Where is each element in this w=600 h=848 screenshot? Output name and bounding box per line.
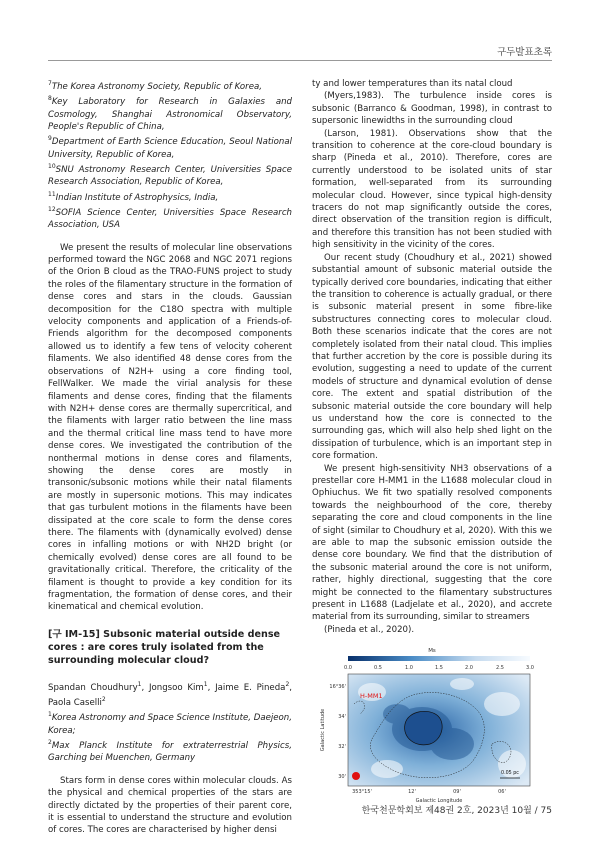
affiliation-text: Department of Earth Science Education, Seoul National University, Republic of Korea, [48, 137, 292, 160]
abstract-body-text: (Larson, 1981). Observations show that the transition to coherence at the core-cloud boundary is sharp (Pineda et al., 2010). Therefore, cores are currently understood to be isolated units of star formation, well-separated from its surrounding molecular cloud. However, since typical high-density tracers do not map significantly outside the cores, direct observation of the transition region is difficult, and therefore this transition has not been studied with high sensitivity in the vicinity of the cores. [312, 128, 552, 251]
affiliation-item [48, 78, 292, 93]
colorbar-tick: 1.0 [405, 665, 413, 672]
affiliation-text: SNU Astronomy Research Center, Universities Space Research Association, Republic of Korea, [48, 164, 292, 188]
affiliation-number: 10 [48, 163, 56, 171]
affiliation-item [48, 737, 292, 765]
y-tick-label: 30' [338, 774, 346, 781]
author-affiliation-number: 2 [101, 696, 106, 704]
affiliation-item [48, 189, 292, 204]
affiliation-number: 9 [48, 135, 52, 143]
abstract-body-text: (Myers,1983). The turbulence inside cores is subsonic (Barranco & Goodman, 1998), in contrast to supersonic linewidths in the surrounding cloud [312, 91, 552, 127]
core-boundary-contour [405, 712, 443, 746]
y-tick-label: 32' [338, 744, 346, 751]
colorbar-tick: 2.0 [465, 665, 473, 672]
header-divider [48, 60, 552, 61]
affiliation-number: 8 [48, 95, 52, 103]
right-column [312, 78, 552, 804]
x-tick-label: 06' [498, 789, 506, 796]
source-label: H-MM1 [360, 692, 383, 701]
author-list: Spandan Choudhury$^1$, Jongsoo Kim$^1$, Jaime E. Pineda$^2$, Paola Caselli$^2$ [48, 680, 292, 708]
ms-map-svg [312, 644, 552, 804]
affiliation-text: Max Planck Institute for extraterrestrial Physics, Garching bei Muenchen, Germany [48, 740, 292, 764]
affiliation-number: 7 [48, 80, 52, 87]
y-axis-ticks [329, 684, 346, 780]
author-name: Jongsoo Kim [148, 682, 204, 693]
affiliation-item [48, 709, 292, 737]
colorbar-tick: 1.5 [435, 665, 443, 672]
affiliation-text: The Korea Astronomy Society, Republic of Korea, [51, 81, 262, 92]
affiliation-item [48, 161, 292, 189]
y-tick-label: 16°36' [329, 684, 346, 691]
abstract-body-text: We present high-sensitivity NH3 observations of a prestellar core H-MM1 in the L1688 molecular cloud in Ophiuchus. We fit two spatially resolved components towards the neighbourhood of the core, thereby separating the core and cloud components in the line of sight (similar to Choudhury et al, 2020). With this we are able to map the subsonic emission outside the dense core boundary. We find that the distribution of the subsonic material around the core is not uniform, rather, highly directional, suggesting that the core might be connected to the filamentary substructures present in L1688 (Ladjelate et al., 2020), and accrete material from its surrounding, similar to streamers [312, 463, 552, 623]
journal-section-header: 구두발표초록 [496, 47, 552, 58]
affiliation-item [48, 93, 292, 133]
x-tick-label: 12' [408, 789, 416, 796]
author-name: Spandan Choudhury [48, 682, 138, 693]
left-column [48, 78, 292, 837]
colorbar [348, 656, 530, 661]
affiliation-text: Key Laboratory for Research in Galaxies and Cosmology, Shanghai Astronomical Observatory, People's Republic of China, [48, 97, 292, 132]
affiliation-number: 12 [48, 205, 56, 213]
x-tick-label: 353°15' [352, 789, 372, 796]
affiliation-text: SOFIA Science Center, Universities Space Research Association, USA [48, 207, 292, 231]
abstract-body-text: ty and lower temperatures than its natal cloud [312, 79, 513, 89]
page-footer: 한국천문학회보 제48권 2호, 2023년 10월 / 75 [361, 806, 552, 816]
author-affiliation-number: 2 [285, 680, 290, 688]
x-tick-label: 09' [453, 789, 461, 796]
affiliation-number: 2 [48, 739, 52, 747]
colorbar-tick: 0.0 [344, 665, 352, 672]
affiliation-list [48, 78, 292, 232]
x-axis-label: Galactic Longitude [415, 798, 463, 805]
colorbar-tick: 2.5 [496, 665, 504, 672]
scale-bar-label: 0.05 pc [501, 771, 519, 777]
affiliation-text: Korea Astronomy and Space Science Institute, Daejeon, Korea; [48, 713, 292, 736]
affiliation-number: 11 [48, 190, 56, 198]
author-affiliation-number: 1 [203, 680, 208, 688]
author-name: Jaime E. Pineda [215, 682, 286, 693]
author-affiliation-number: 1 [137, 680, 142, 688]
abstract-body-text: We present the results of molecular line observations performed toward the NGC 2068 and NGC 2071 regions of the Orion B cloud as the TRAO-FUNS project to study the roles of the filamentary structure in the formation of dense cores and stars in the clouds. Gaussian decomposition for the C18O spectra with multiple velocity components and application of a Friends-of-Friends algorithm for the decomposed components allowed us to identify a few tens of velocity coherent filaments. We also identified 48 dense cores from the observations of N2H+ using a core finding tool, FellWalker. We made the virial analysis for these filaments and dense cores, finding that the filaments with N2H+ dense cores are thermally supercritical, and the filaments with larger ratio between the line mass and the thermal critical line mass tend to have more dense cores. We investigated the contribution of the nonthermal motions in dense cores and filaments, showing the dense cores are mostly in transonic/subsonic motions while their natal filaments are mostly in supersonic motions. This may indicates that gas turbulent motions in the filaments have been dissipated at the core scale to form the dense cores there. The filaments with (dynamically evolved) dense cores in infalling motions or with NH2D bright (or chemically evolved) dense cores are all found to be gravitationally critical. Therefore, the criticality of the filament is thought to provide a key condition for its fragmentation, the formation of dense cores, and their kinematical and chemical evolution. [48, 242, 292, 613]
abstract-title: [구 IM-15] Subsonic material outside dense cores : are cores truly isolated from the surrounding molecular cloud? [48, 628, 281, 666]
x-axis-ticks [352, 789, 506, 795]
ms-map-figure [312, 644, 552, 804]
y-tick-label: 34' [338, 714, 346, 721]
author-name: Paola Caselli [48, 697, 102, 708]
colorbar-tick: 0.5 [374, 665, 382, 672]
affiliation-number: 1 [48, 711, 52, 719]
abstract-body-text: Our recent study (Choudhury et al., 2021) showed substantial amount of subsonic material outside the typically derived core boundaries, indicating that either the transition to coherence is actually gradual, or there is subsonic material present in some fibre-like substructures connecting cores to molecular cloud. Both these scenarios indicate that the cores are not completely isolated from their natal cloud. This implies that further accretion by the core is possible during its evolution, suggesting a need to update of the current models of structure and dynamical evolution of dense core. The extent and spatial distribution of the subsonic material outside the core boundary will help us understand how the core is connected to the surrounding gas, which will also help shed light on the dissipation of turbulence, which is an important step in core formation. [312, 252, 552, 462]
abstract-body-text: (Pineda et al., 2020). [324, 624, 415, 635]
affiliation-item [48, 204, 292, 232]
affiliation-text: Indian Institute of Astrophysics, India, [55, 192, 219, 203]
beam-marker [352, 772, 360, 780]
colorbar-ticks [344, 665, 534, 671]
affiliation-item [48, 133, 292, 161]
colorbar-title: Ms [428, 648, 436, 655]
y-axis-label: Galactic Latitude [320, 709, 326, 752]
abstract-body-text: Stars form in dense cores within molecular clouds. As the physical and chemical properties of the stars are directly dictated by the properties of their parent core, it is essential to understand the structure and evolution of cores. The cores are characterised by higher densi [48, 775, 292, 836]
colorbar-tick: 3.0 [526, 665, 534, 672]
